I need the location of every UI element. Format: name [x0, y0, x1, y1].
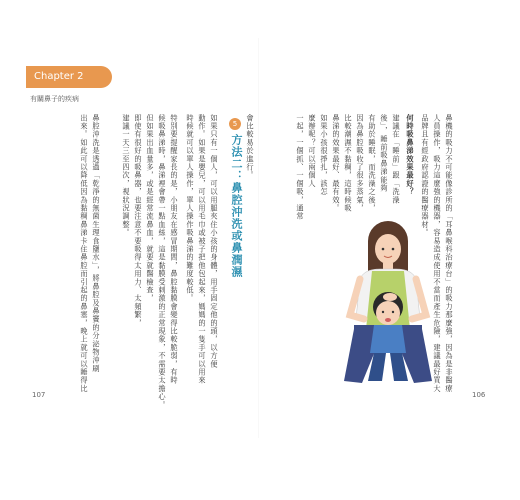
- left-text-col-6: 候吸鼻涕時，鼻涕裡會帶一點血絲，這是黏膜受刺激的正常現象，不需要太擔心。: [158, 114, 167, 410]
- right-text-col-5: 建議在「睡前」跟「洗澡: [392, 114, 401, 205]
- right-page-number: 106: [472, 391, 486, 399]
- right-text-col-10: 鼻涕的效果最好、最有效。: [332, 114, 341, 213]
- right-text-col-13: 一起，一個抓、一個吸，通常: [296, 114, 305, 221]
- left-text-col-2: 如果只有一個人，可以用腿夾住小孩的身體，用手固定他的頭，以方便: [210, 114, 219, 369]
- left-text-col-3: 動作。如果是嬰兒，可以用毛巾或被子把他包起來，媽媽的一隻手可以用來: [198, 114, 207, 385]
- section-number-badge: 5: [229, 118, 241, 130]
- left-text-col-10: 鼻腔沖洗是透過「乾淨的無菌生理食鹽水」，將鼻腔及鼻竇的分泌物沖刷: [92, 114, 101, 373]
- book-gutter: [258, 38, 259, 438]
- right-text-col-6: 後」，睡前吸鼻涕能夠: [380, 114, 389, 193]
- left-text-col-11: 出來。如此可以降低因為黏稠鼻涕卡住鼻腔而引起的鼻塞，晚上就可以睡得比: [80, 114, 89, 393]
- right-text-col-11: 如果小孩很掙扎，該怎: [320, 114, 329, 196]
- parent-child-illustration: [324, 219, 452, 387]
- right-text-col-7: 有助於睡眠，而洗澡之後，: [368, 114, 377, 213]
- left-text-col-4: 時候就可以單人操作，單人操作吸鼻涕的難度較低。: [186, 114, 195, 303]
- right-text-col-2: 人員操作，吸力這麼強的機器，容易造成使用不當而產生危險，建議最好買大: [433, 114, 442, 393]
- left-text-col-7: 但如果出血量多，或是經常流鼻血，就要就醫檢查，: [146, 114, 155, 303]
- left-text-col-8: 即使有很好的吸鼻器，也要注意不要吸得太用力、太頻繁，: [134, 114, 143, 328]
- right-text-col-12: 麼辦呢？可以兩個人: [308, 114, 317, 188]
- right-text-col-1: 鼻機的吸力不可能像診所的「耳鼻喉科治療台」的吸力那麼強，因為是非醫療: [445, 114, 454, 393]
- chapter-subtitle: 有關鼻子的疾病: [30, 95, 79, 103]
- right-text-col-9: 比較潮濕不黏稠，這時候吸: [344, 114, 353, 213]
- right-text-col-8: 因為鼻腔吸收了很多蒸氣，: [356, 114, 365, 213]
- left-page-number: 107: [32, 391, 46, 399]
- right-text-col-3: 品牌且有經政府認證的醫療器材。: [421, 114, 430, 237]
- left-text-col-5: 特別要提醒家長的是，小朋友在感冒期間，鼻腔黏膜會變得比較脆弱，有時: [170, 114, 179, 385]
- chapter-tab: Chapter 2: [26, 66, 112, 88]
- section-heading: 方法二：鼻腔沖洗或鼻潤濕: [230, 134, 243, 278]
- left-text-col-9: 建議一天三至四次，視狀況調整。: [122, 114, 131, 237]
- left-text-col-1: 會比較易於進行。: [246, 114, 255, 180]
- right-text-col-4: 何時吸鼻涕效果最好？: [406, 114, 415, 196]
